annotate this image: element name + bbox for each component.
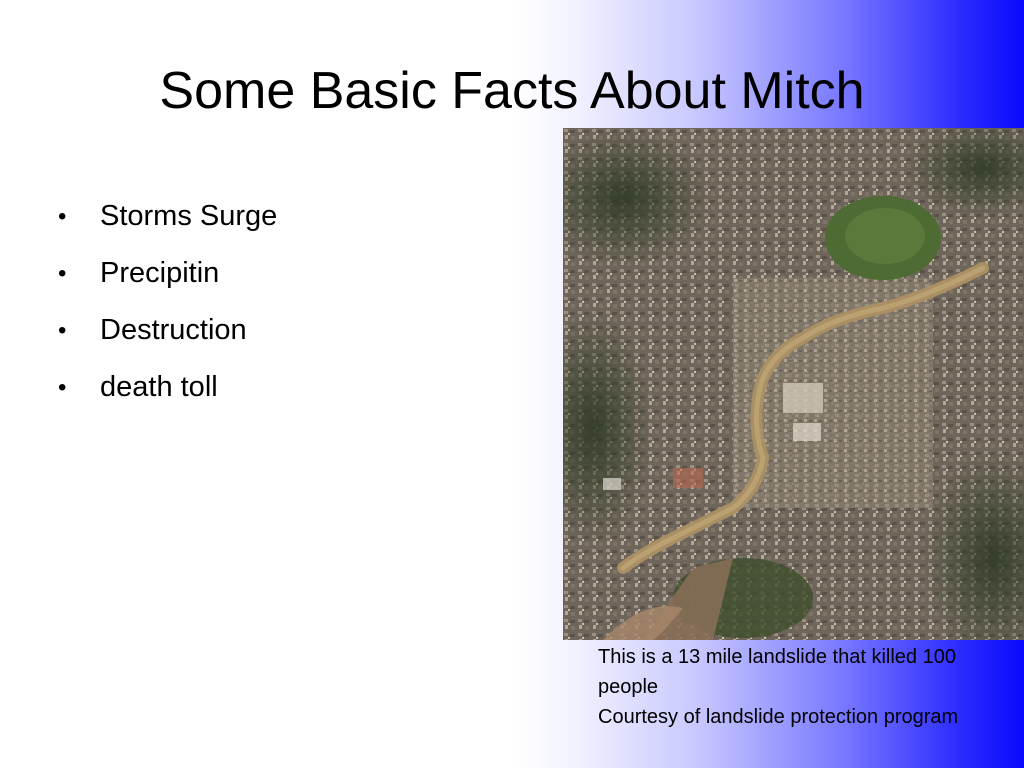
bullet-item <box>58 359 277 416</box>
bullet-text: Destruction <box>100 314 247 346</box>
bullet-text: Storms Surge <box>100 200 278 232</box>
photo-caption <box>598 642 988 732</box>
caption-credit: Courtesy of landslide protection program <box>598 706 959 728</box>
bullet-text: death toll <box>100 371 218 403</box>
caption-line: This is a 13 mile landslide that killed 100 people <box>598 646 956 698</box>
slide-title: Some Basic Facts About Mitch <box>159 62 865 120</box>
bullet-text: Precipitin <box>100 257 220 289</box>
bullet-icon: • <box>58 374 67 401</box>
bullet-item <box>58 302 277 359</box>
bullet-item <box>58 188 277 245</box>
bullet-icon: • <box>58 203 67 230</box>
aerial-landslide-photo <box>563 128 1024 640</box>
bullet-icon: • <box>58 260 67 287</box>
bullet-icon: • <box>58 317 67 344</box>
bullet-item <box>58 245 277 302</box>
bullet-list <box>58 188 277 416</box>
